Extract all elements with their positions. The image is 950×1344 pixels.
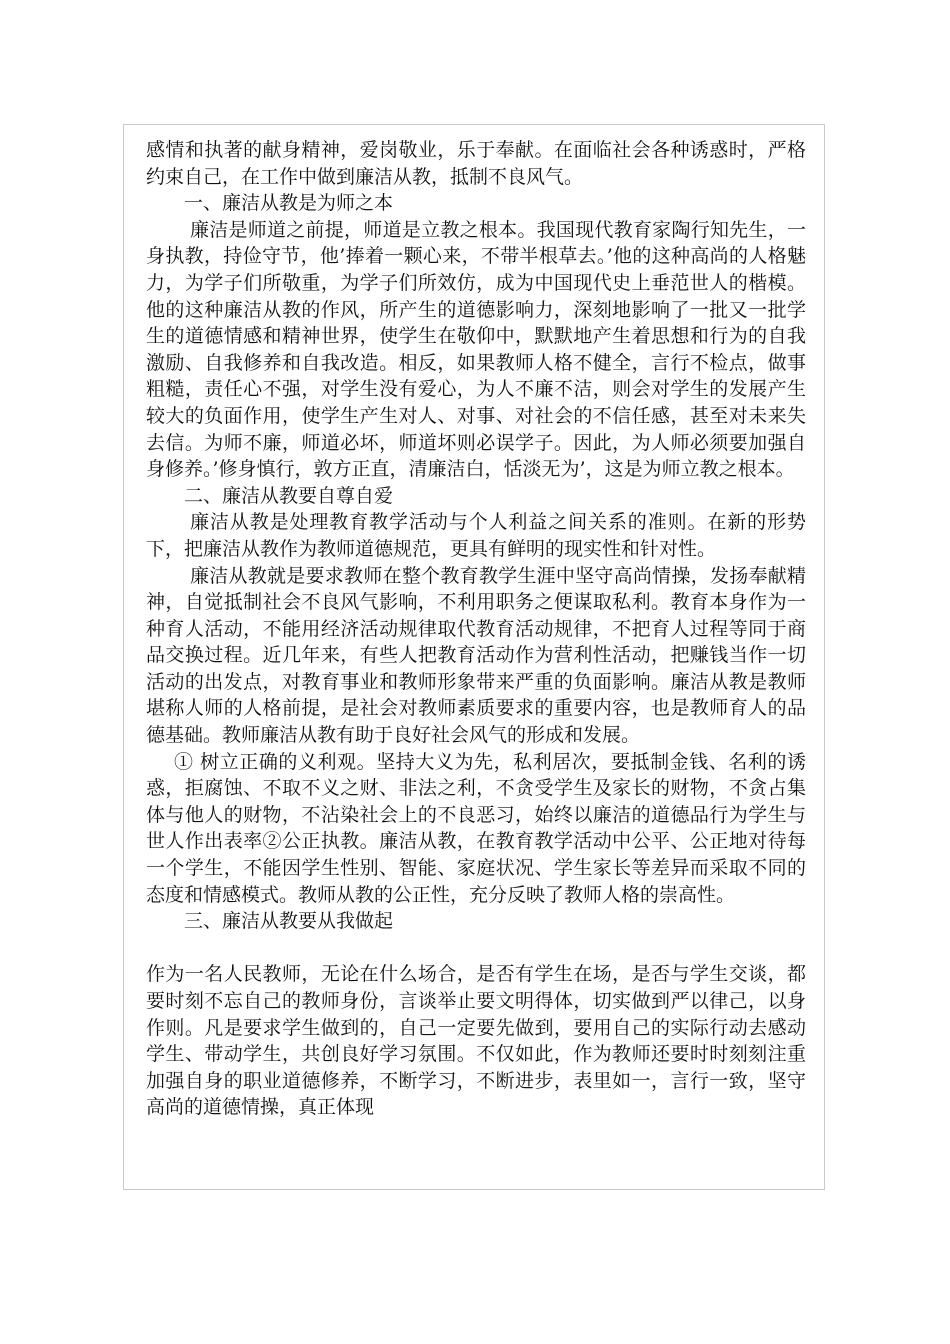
section-heading-3: 三、廉洁从教要从我做起 bbox=[184, 910, 394, 933]
section-heading-2: 二、廉洁从教要自尊自爱 bbox=[184, 484, 394, 507]
paragraph-section-1: 廉洁是师道之前提，师道是立教之根本。我国现代教育家陶行知先生，一身执教，持俭守节，他’捧着一颗心来，不带半根草去。’他的这种高尚的人格魅力，为学子们所敬重，为学子们所效仿，成为中国现代史上垂范世人的楷模。他的这种廉洁从教的作风，所产生的道德影响力，深刻地影响了一批又一批学生的道德情感和精神世界，使学生在敬仰中，默默地产生着思想和行为的自我激励、自我修养和自我改造。相反，如果教师人格不健全，言行不检点，做事粗糙，责任心不强，对学生没有爱心，为人不廉不洁，则会对学生的发展产生较大的负面作用，使学生产生对人、对事、对社会的不信任感，甚至对未来失去信。为师不廉，师道必坏，师道坏则必误学子。因此，为人师必须要加强自身修养。’修身慎行，敦方正直，清廉洁白，恬淡无为’，这是为师立教之根本。 bbox=[146, 218, 806, 481]
paragraph-section-2c: ① 树立正确的义利观。坚持大义为先，私利居次，要抵制金钱、名利的诱惑，拒腐蚀、不取不义之财、非法之利，不贪受学生及家长的财物，不贪占集体与他人的财物，不沾染社会上的不良恶习，始终以廉洁的道德品行为学生与世人作出表率②公正执教。廉洁从教，在教育教学活动中公平、公正地对待每一个学生，不能因学生性别、智能、家庭状况、学生家长等差异而采取不同的态度和情感模式。教师从教的公正性，充分反映了教师人格的崇高性。 bbox=[146, 750, 806, 906]
document-body bbox=[146, 137, 806, 1121]
paragraph-section-2b: 廉洁从教就是要求教师在整个教育教学生涯中坚守高尚情操，发扬奉献精神，自觉抵制社会不良风气影响，不利用职务之便谋取私利。教育本身作为一种育人活动，不能用经济活动规律取代教育活动规律，不把育人过程等同于商品交换过程。近几年来，有些人把教育活动作为营利性活动，把赚钱当作一切活动的出发点，对教育事业和教师形象带来严重的负面影响。廉洁从教是教师堪称人师的人格前提，是社会对教师素质要求的重要内容，也是教师育人的品德基础。教师廉洁从教有助于良好社会风气的形成和发展。 bbox=[146, 564, 806, 747]
page-frame bbox=[123, 124, 825, 1190]
paragraph-section-2a: 廉洁从教是处理教育教学活动与个人利益之间关系的准则。在新的形势下，把廉洁从教作为教师道德规范，更具有鲜明的现实性和针对性。 bbox=[146, 511, 806, 560]
paragraph-section-3: 作为一名人民教师，无论在什么场合，是否有学生在场，是否与学生交谈，都要时刻不忘自己的教师身份，言谈举止要文明得体，切实做到严以律己，以身作则。凡是要求学生做到的，自己一定要先做到，要用自己的实际行动去感动学生、带动学生，共创良好学习氛围。不仅如此，作为教师还要时时刻刻注重加强自身的职业道德修养，不断学习，不断进步，表里如一，言行一致，坚守高尚的道德情操，真正体现 bbox=[146, 963, 806, 1119]
paragraph-intro: 感情和执著的献身精神，爱岗敬业，乐于奉献。在面临社会各种诱惑时，严格约束自己，在工作中做到廉洁从教，抵制不良风气。 bbox=[146, 139, 806, 188]
section-heading-1: 一、廉洁从教是为师之本 bbox=[184, 192, 394, 215]
blank-line bbox=[146, 935, 806, 962]
